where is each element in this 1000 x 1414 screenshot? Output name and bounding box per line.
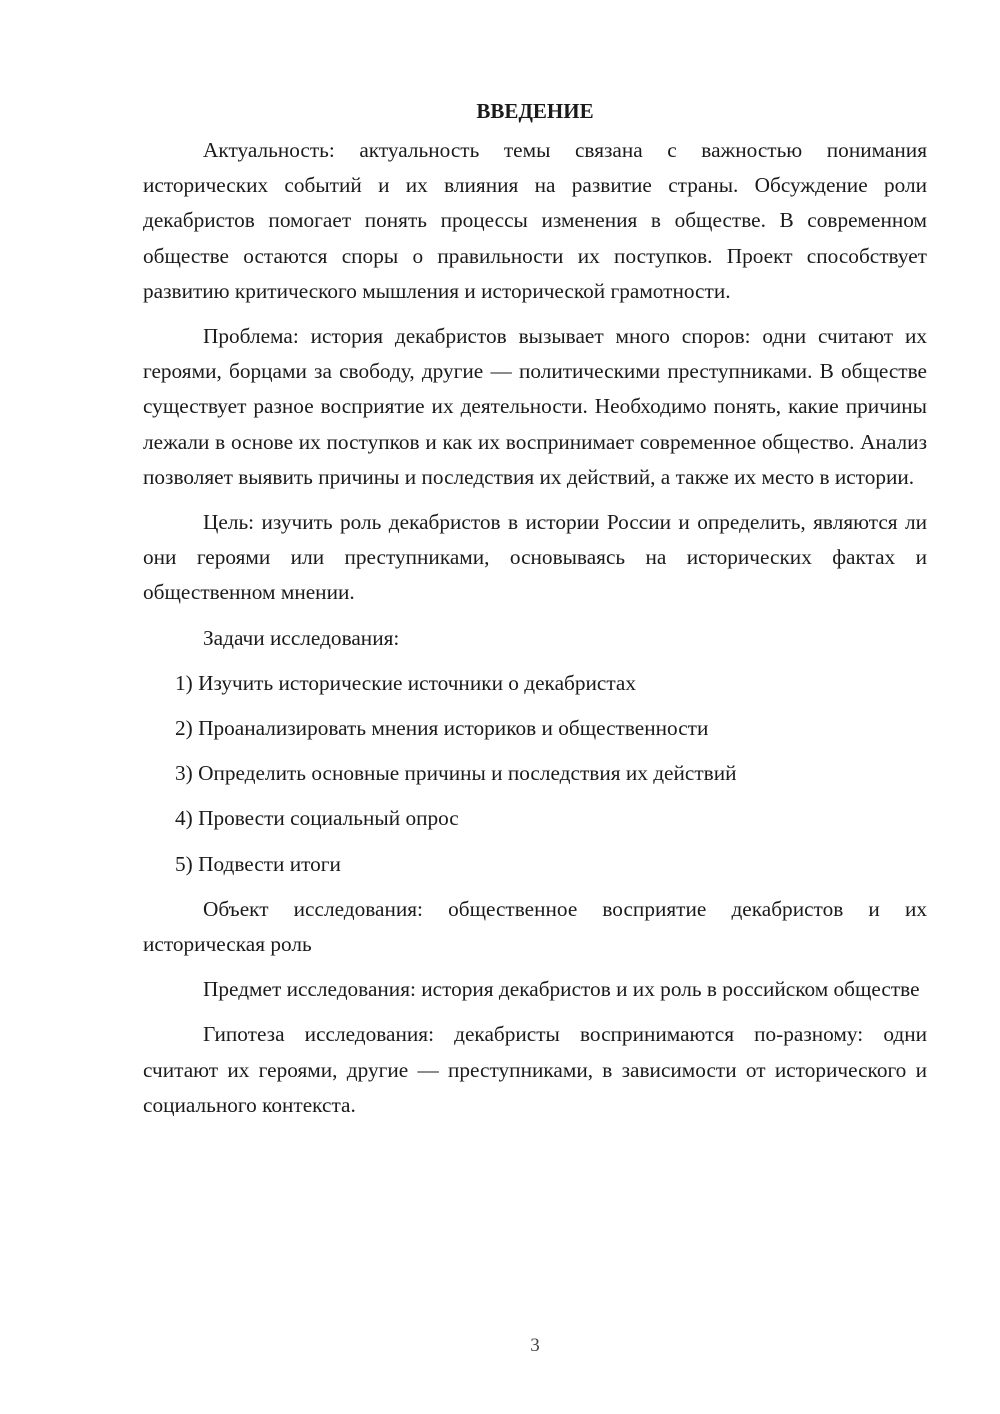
tasks-heading: Задачи исследования: [203, 625, 400, 650]
task-item: 3) Определить основные причины и последствия их действий [175, 761, 737, 786]
object-paragraph: Объект исследования: общественное восприятие декабристов и их историческая роль [143, 896, 927, 957]
task-item: 1) Изучить исторические источники о декабристах [175, 670, 637, 695]
relevance-paragraph: Актуальность: актуальность темы связана с важностью понимания исторических событий и их влияния на развитие страны. Обсуждение роли декабристов помогает понять процессы изменения в обществе. В современном обществе остаются споры о правильности их поступков. Проект способствует развитию критического мышления и исторической грамотности. [143, 138, 927, 303]
page-title: ВВЕДЕНИЕ [476, 99, 594, 123]
task-item: 4) Провести социальный опрос [175, 806, 459, 831]
task-item: 2) Проанализировать мнения историков и общественности [175, 716, 709, 741]
task-item: 5) Подвести итоги [175, 851, 341, 876]
hypothesis-paragraph: Гипотеза исследования: декабристы воспринимаются по-разному: одни считают их героями, другие — преступниками, в зависимости от исторического и социального контекста. [143, 1022, 927, 1117]
document-body [143, 96, 927, 1133]
page-number: 3 [530, 1335, 540, 1356]
goal-paragraph: Цель: изучить роль декабристов в истории России и определить, являются ли они героями или преступниками, основываясь на исторических фактах и общественном мнении. [143, 510, 927, 605]
problem-paragraph: Проблема: история декабристов вызывает много споров: одни считают их героями, борцами за свободу, другие — политическими преступниками. В обществе существует разное восприятие их деятельности. Необходимо понять, какие причины лежали в основе их поступков и как их воспринимает современное общество. Анализ позволяет выявить причины и последствия их действий, а также их место в истории. [143, 324, 927, 489]
subject-paragraph: Предмет исследования: история декабристов и их роль в российском обществе [203, 977, 920, 1002]
